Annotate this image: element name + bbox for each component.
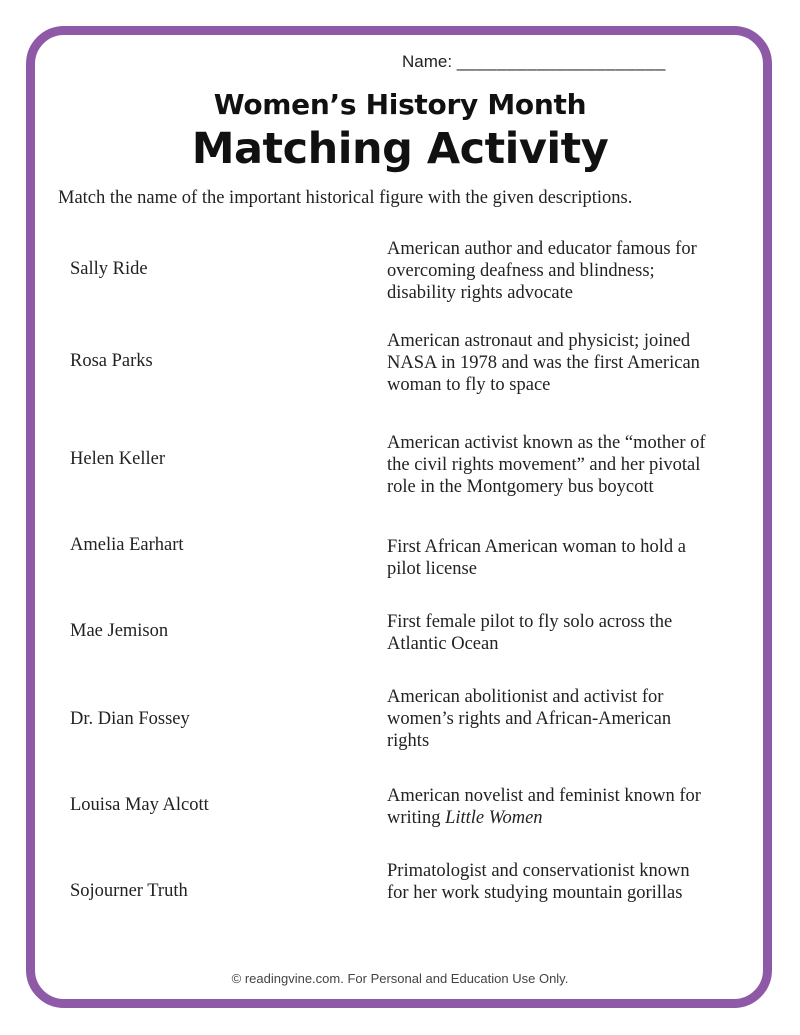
description-line: for her work studying mountain gorillas [387,883,683,903]
instructions: Match the name of the important historical figure with the given descriptions. [58,188,633,208]
description-text: writing [387,808,446,828]
name-blank-line[interactable]: _____________________ [456,52,666,71]
description-line: American novelist and feminist known for [387,786,701,806]
figure-name: Amelia Earhart [70,535,184,555]
description [387,330,757,396]
description [387,611,757,655]
description-line: American astronaut and physicist; joined [387,331,691,351]
description-line: American abolitionist and activist for [387,687,664,707]
description-line: First female pilot to fly solo across the [387,612,673,632]
title-line-1: Women’s History Month [213,88,587,121]
description-line: Atlantic Ocean [387,634,499,654]
description-line: role in the Montgomery bus boycott [387,477,654,497]
description-line: rights [387,731,430,751]
description-line: the civil rights movement” and her pivotal [387,455,701,475]
description-line: American activist known as the “mother of [387,433,706,453]
description-line: NASA in 1978 and was the first American [387,353,700,373]
description-line: American author and educator famous for [387,239,697,259]
name-field [402,52,666,72]
description-line [387,807,757,829]
book-title: Little Women [445,808,543,828]
description [387,536,757,580]
description-line: overcoming deafness and blindness; [387,261,655,281]
description-line: women’s rights and African-American [387,709,672,729]
description [387,860,757,904]
figure-name: Dr. Dian Fossey [70,709,190,729]
title-line-2: Matching Activity [191,124,609,174]
description-line: disability rights advocate [387,283,573,303]
name-label: Name: [402,52,453,71]
description [387,686,757,752]
figure-name: Sally Ride [70,259,148,279]
description-line: First African American woman to hold a [387,537,687,557]
figure-name: Louisa May Alcott [70,795,209,815]
description-line: woman to fly to space [387,375,551,395]
figure-name: Rosa Parks [70,351,153,371]
figure-name: Mae Jemison [70,621,169,641]
description [387,785,757,829]
copyright-footer: © readingvine.com. For Personal and Education Use Only. [231,971,569,986]
description-line: pilot license [387,559,477,579]
figure-name: Helen Keller [70,449,166,469]
figure-name: Sojourner Truth [70,881,188,901]
description [387,238,757,304]
description-line: Primatologist and conservationist known [387,861,690,881]
description [387,432,757,498]
